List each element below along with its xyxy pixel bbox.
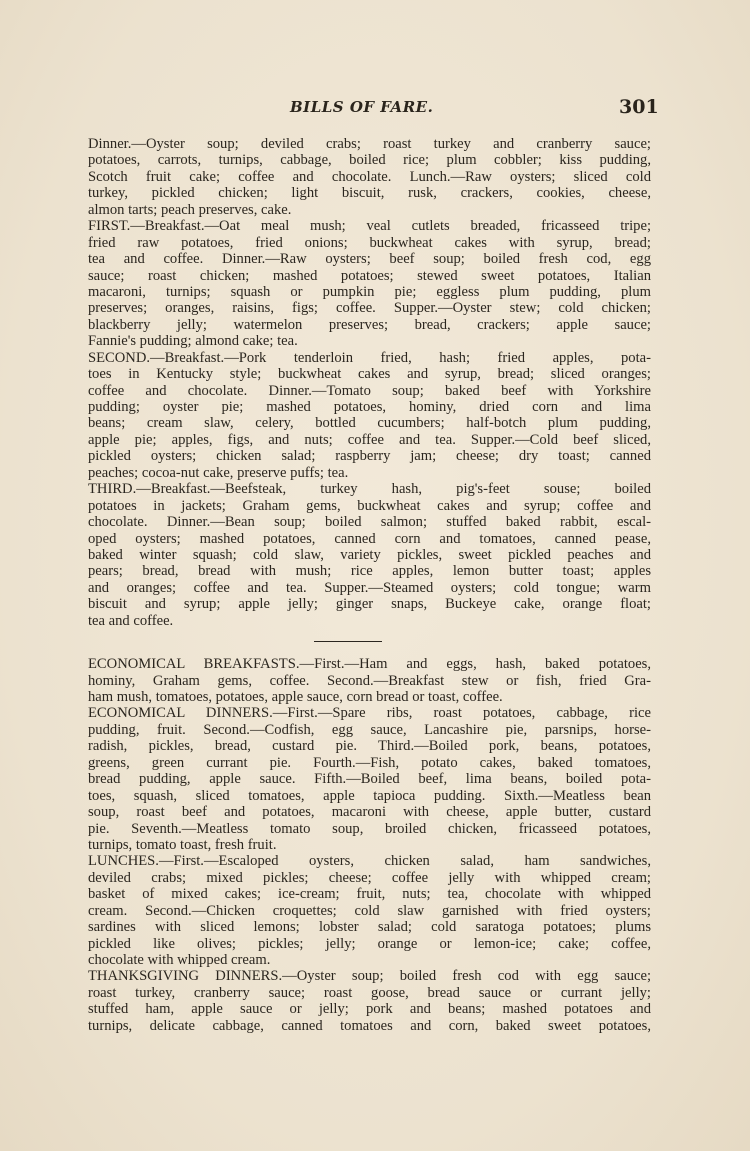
text-line: pickled oysters; chicken salad; raspberry jam; cheese; dry toast; canned (88, 448, 651, 465)
text-line: SECOND.—Breakfast.—Pork tenderloin fried, hash; fried apples, pota- (88, 349, 651, 366)
text-line: pears; bread, bread with mush; rice apples, lemon butter toast; apples (88, 563, 651, 580)
text-line: and oranges; coffee and tea. Supper.—Steamed oysters; cold tongue; warm (88, 579, 651, 596)
text-line: hominy, Graham gems, coffee. Second.—Breakfast stew or fish, fried Gra- (88, 672, 651, 689)
text-line: Scotch fruit cake; coffee and chocolate. Lunch.—Raw oysters; sliced cold (88, 168, 651, 185)
text-line: ECONOMICAL BREAKFASTS.—First.—Ham and eggs, hash, baked potatoes, (88, 656, 651, 673)
text-line: baked winter squash; cold slaw, variety pickles, sweet pickled peaches and (88, 546, 651, 563)
page-number: 301 (619, 96, 659, 118)
text-line: fried raw potatoes, fried onions; buckwheat cakes with syrup, bread; (88, 234, 651, 251)
text-line: almon tarts; peach preserves, cake. (88, 201, 292, 218)
text-line: radish, pickles, bread, custard pie. Third.—Boiled pork, beans, potatoes, (88, 738, 651, 755)
divider-rule (314, 641, 382, 642)
text-line: greens, green currant pie. Fourth.—Fish, potato cakes, baked tomatoes, (88, 754, 651, 771)
text-line: macaroni, turnips; squash or pumpkin pie; eggless plum pudding, plum (88, 283, 651, 300)
text-line: biscuit and syrup; apple jelly; ginger snaps, Buckeye cake, orange float; (88, 596, 651, 613)
text-line: tea and coffee. Dinner.—Raw oysters; beef soup; boiled fresh cod, egg (88, 251, 651, 268)
text-line: potatoes, carrots, turnips, cabbage, boiled rice; plum cobbler; kiss pudding, (88, 152, 651, 169)
text-line: coffee and chocolate. Dinner.—Tomato soup; baked beef with Yorkshire (88, 382, 651, 399)
text-line: chocolate. Dinner.—Bean soup; boiled salmon; stuffed baked rabbit, escal- (88, 514, 651, 531)
text-line: LUNCHES.—First.—Escaloped oysters, chicken salad, ham sandwiches, (88, 853, 651, 870)
text-line: apple pie; apples, figs, and nuts; coffee and tea. Supper.—Cold beef sliced, (88, 431, 651, 448)
section-gap (88, 629, 651, 641)
text-line: preserves; oranges, raisins, figs; coffee. Supper.—Oyster stew; cold chicken; (88, 300, 651, 317)
text-line: Dinner.—Oyster soup; deviled crabs; roast turkey and cranberry sauce; (88, 136, 651, 152)
text-line: THANKSGIVING DINNERS.—Oyster soup; boiled fresh cod with egg sauce; (88, 968, 651, 985)
text-line: ham mush, tomatoes, potatoes, apple sauce, corn bread or toast, coffee. (88, 689, 503, 705)
text-line: turnips, delicate cabbage, canned tomatoes and corn, baked sweet potatoes, (88, 1017, 651, 1034)
text-line: pudding, fruit. Second.—Codfish, egg sauce, Lancashire pie, parsnips, horse- (88, 721, 651, 738)
text-line: peaches; cocoa-nut cake, preserve puffs; tea. (88, 464, 349, 481)
text-line: ECONOMICAL DINNERS.—First.—Spare ribs, roast potatoes, cabbage, rice (88, 705, 651, 722)
text-line: stuffed ham, apple sauce or jelly; pork and beans; mashed potatoes and (88, 1001, 651, 1018)
text-line: sardines with sliced lemons; lobster salad; cold saratoga potatoes; plums (88, 919, 651, 936)
text-line: Fannie's pudding; almond cake; tea. (88, 333, 298, 350)
text-line: pudding; oyster pie; mashed potatoes, hominy, dried corn and lima (88, 399, 651, 415)
text-line: toes in Kentucky style; buckwheat cakes and syrup, bread; sliced oranges; (88, 366, 651, 383)
text-line: THIRD.—Breakfast.—Beefsteak, turkey hash, pig's-feet souse; boiled (88, 481, 651, 498)
text-line: FIRST.—Breakfast.—Oat meal mush; veal cutlets breaded, fricasseed tripe; (88, 218, 651, 235)
text-line: deviled crabs; mixed pickles; cheese; coffee jelly with whipped cream; (88, 869, 651, 886)
text-line: soup, roast beef and potatoes, macaroni with cheese, apple butter, custard (88, 804, 651, 821)
text-line: roast turkey, cranberry sauce; roast goose, bread sauce or currant jelly; (88, 984, 651, 1001)
body-text (88, 136, 651, 1034)
text-line: turkey, pickled chicken; light biscuit, rusk, crackers, cookies, cheese, (88, 185, 651, 202)
text-line: oped oysters; mashed potatoes, canned corn and tomatoes, canned pease, (88, 530, 651, 547)
text-line: tea and coffee. (88, 612, 174, 629)
text-line: toes, squash, sliced tomatoes, apple tapioca pudding. Sixth.—Meatless bean (88, 787, 651, 804)
text-line: potatoes in jackets; Graham gems, buckwheat cakes and syrup; coffee and (88, 497, 651, 514)
text-line: pickled like olives; pickles; jelly; orange or lemon-ice; cake; coffee, (88, 935, 651, 952)
text-line: blackberry jelly; watermelon preserves; bread, crackers; apple sauce; (88, 316, 651, 333)
text-line: basket of mixed cakes; ice-cream; fruit, nuts; tea, chocolate with whipped (88, 886, 651, 903)
text-line: turnips, tomato toast, fresh fruit. (88, 836, 277, 853)
text-line: beans; cream slaw, celery, bottled cucumbers; half-botch plum pudding, (88, 415, 651, 432)
text-line: cream. Second.—Chicken croquettes; cold slaw garnished with fried oysters; (88, 902, 651, 919)
running-head: BILLS OF FARE. (290, 98, 434, 116)
section-divider (88, 641, 651, 651)
text-line: bread pudding, apple sauce. Fifth.—Boiled beef, lima beans, boiled pota- (88, 771, 651, 788)
text-line: pie. Seventh.—Meatless tomato soup, broiled chicken, fricasseed potatoes, (88, 820, 651, 837)
text-line: sauce; roast chicken; mashed potatoes; stewed sweet potatoes, Italian (88, 267, 651, 284)
text-line: chocolate with whipped cream. (88, 952, 271, 968)
